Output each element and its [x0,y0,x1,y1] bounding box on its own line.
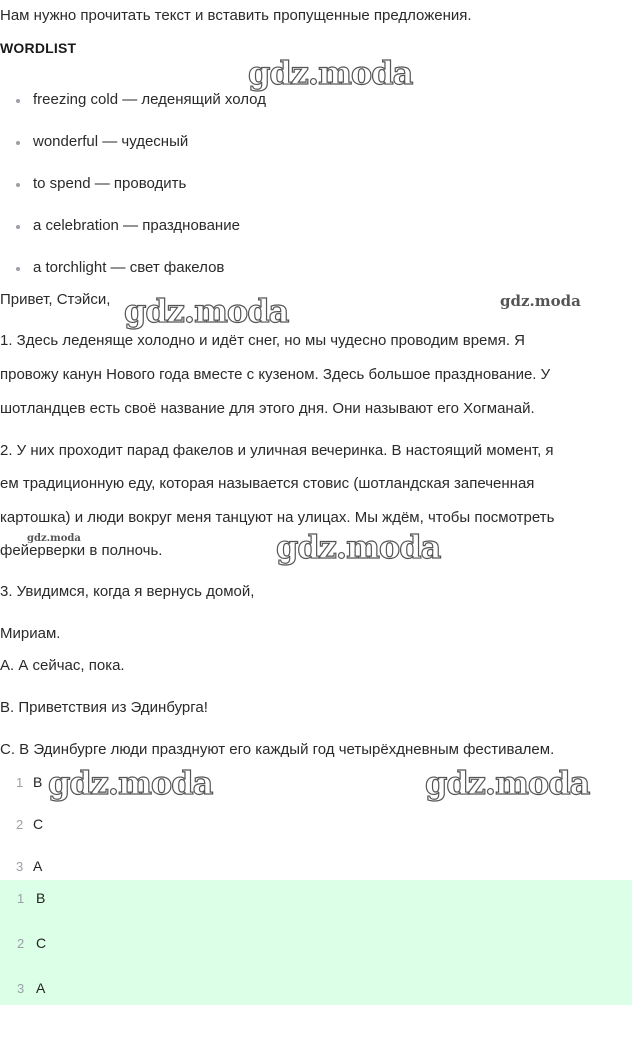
intro-text: Нам нужно прочитать текст и вставить пропущенные предложения. [0,7,472,24]
letter-line: ем традиционную еду, которая называется стовис (шотландская запеченная [0,475,535,492]
watermark-logo: gdz.moda [276,528,441,566]
answer-number: 1 [17,891,25,906]
bullet [16,267,20,271]
option-b: B. Приветствия из Эдинбурга! [0,699,208,716]
letter-signature: Мириам. [0,625,61,642]
answer-letter: B [33,774,43,790]
answer-number: 1 [16,775,24,790]
wordlist-heading: WORDLIST [0,40,77,56]
answer-letter: C [33,816,44,832]
wordlist-item: to spend — проводить [33,175,187,192]
bullet [16,225,20,229]
wordlist-item: a celebration — празднование [33,217,240,234]
wordlist-item: a torchlight — свет факелов [33,259,225,276]
watermark-logo: gdz.moda [27,533,81,544]
watermark-logo: gdz.moda [500,292,581,310]
letter-line: провожу канун Нового года вместе с кузеном. Здесь большое празднование. У [0,366,551,383]
answer-letter: C [36,935,47,951]
letter-line: фейерверки в полночь. [0,542,163,559]
option-a: A. А сейчас, пока. [0,657,125,674]
highlighted-answers [0,880,632,1005]
answer-number: 2 [17,936,25,951]
answer-letter: A [36,980,46,996]
bullet [16,183,20,187]
letter-line: 1. Здесь леденяще холодно и идёт снег, но мы чудесно проводим время. Я [0,332,525,349]
letter-line: шотландцев есть своё название для этого дня. Они называют его Хогманай. [0,400,535,417]
watermark-logo: gdz.moda [124,292,289,330]
bullet [16,99,20,103]
watermark-logo: gdz.moda [425,764,590,802]
answer-letter: B [36,890,46,906]
option-c: C. В Эдинбурге люди празднуют его каждый год четырёхдневным фестивалем. [0,741,555,758]
answer-number: 3 [16,859,24,874]
watermark-logo: gdz.moda [48,764,213,802]
wordlist-item: freezing cold — леденящий холод [33,91,266,108]
letter-greeting: Привет, Стэйси, [0,291,111,308]
answer-number: 2 [16,817,24,832]
answer-number: 3 [17,981,25,996]
wordlist-item: wonderful — чудесный [33,133,189,150]
letter-line: 3. Увидимся, когда я вернусь домой, [0,583,255,600]
answer-letter: A [33,858,43,874]
watermark-logo: gdz.moda [248,54,413,92]
letter-line: 2. У них проходит парад факелов и уличная вечеринка. В настоящий момент, я [0,442,554,459]
bullet [16,141,20,145]
letter-line: картошка) и люди вокруг меня танцуют на улицах. Мы ждём, чтобы посмотреть [0,509,555,526]
